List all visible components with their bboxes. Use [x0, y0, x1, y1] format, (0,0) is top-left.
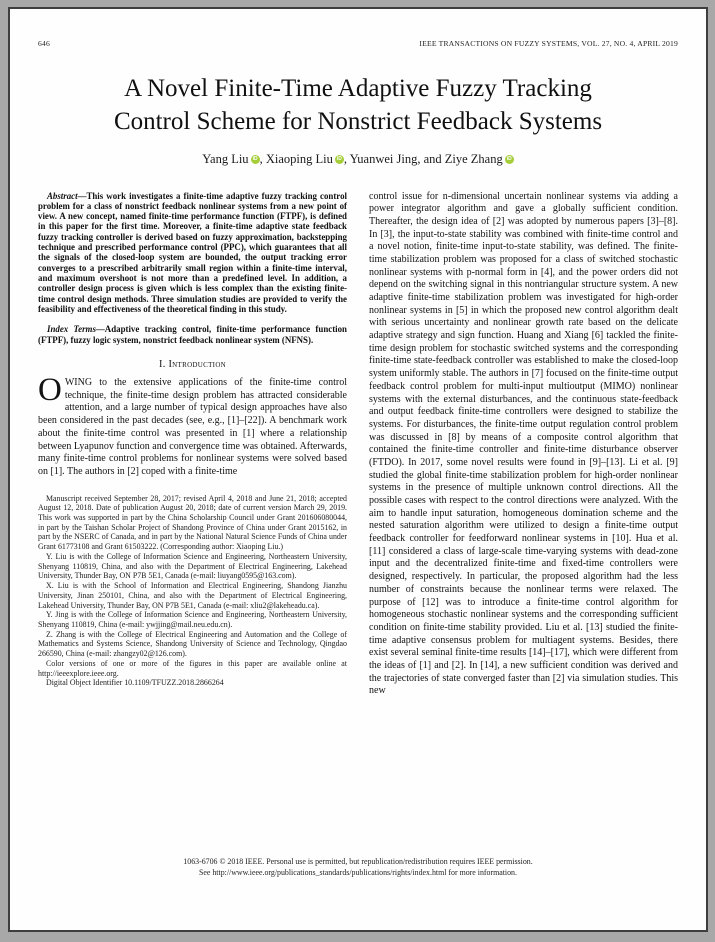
journal-header: IEEE TRANSACTIONS ON FUZZY SYSTEMS, VOL. 27, NO. 4, APRIL 2019: [419, 39, 678, 48]
footnote-affiliation-y-jing: Y. Jing is with the College of Information Science and Engineering, Northeastern University, Shenyang 110819, China (e-mail: ywjjing@mail.neu.edu.cn).: [38, 610, 347, 629]
index-terms-text: Adaptive tracking control, finite-time performance function (FTPF), fuzzy logic system, nonstrict feedback nonlinear system (NFNS).: [38, 324, 347, 345]
introduction-text: WING to the extensive applications of the finite-time control technique, the finite-time design problem has attracted considerable attention, and a large number of typical design approaches have also been considered in the past decades (see, e.g., [1]–[22]). A benchmark work about the finite-time control was presented in [1] where a relationship between Lyapunov function and convergence time was obtained. Afterwards, many finite-time control problems for nonlinear systems were solved based on [1]. The authors in [2] coped with a finite-time: [38, 377, 347, 477]
author-separator: ,: [259, 151, 266, 166]
orcid-icon: iD: [252, 155, 258, 162]
orcid-icon: iD: [336, 155, 342, 162]
footnote-color-versions: Color versions of one or more of the figures in this paper are available online at http://ieeexplore.ieee.org.: [38, 658, 347, 678]
author-name: Xiaoping Liu: [265, 151, 333, 166]
right-column-paragraph: control issue for n-dimensional uncertain nonlinear systems via adding a power integrator algorithm and gave a globally sufficient condition. Thereafter, the design idea of [2] was adopted by numerous papers [3]–[8]. In [3], the input-to-state stability was combined with finite-time control and a novel notion, finite-time input-to-state stability, was defined. The finite-time stabilization problem was proposed for a class of switched stochastic nonlinear systems with p-normal form in [4], and the power orders did not depend on the switching signal in this nontriangular structure system. A new adaptive finite-time stabilization problem was investigated for high-order nonlinear systems in [5] in which the proposed new control algorithm dealt with serious uncertainty and nonlinear growth rate based on the delicate adaptive strategy and sign function. Huang and Xiang [6] tackled the finite-time design problem for stochastic switched systems and the corresponding finite-time state-feedback controller was established to make the closed-loop system uniformly stable. The authors in [7] focused on the finite-time output feedback control problem for multi-input multioutput (MIMO) nonlinear systems with the external disturbances, and the continuous state-feedback and output feedback finite-time controllers were designed to stabilize the systems. For disturbances, the finite-time output regulation control problem was discussed in [8] by means of a composite control algorithm that contained the finite-time controller and finite-time disturbance observer (FTDO). In 2017, some novel results were found in [9]–[13]. Li et al. [9] studied the global finite-time stabilization problem for high-order nonlinear systems in the presence of multiple unknown control directions. All the possible cases with respect to the control directions were analyzed. With the aim to handle input saturation, homogeneous domination scheme and the nested saturation algorithm were utilized to design a finite-time output feedback controller for feedforward nonlinear systems in [10]. Hua et al. [11] considered a class of large-scale time-varying systems with dead-zone input and the decentralized finite-time and fixed-time controllers were designed, respectively. In particular, the proposed algorithm had the less number of constraints because the nonlinear terms were relaxed. The purpose of [12] was to introduce a finite-time control algorithm for homogeneous stochastic nonlinear systems and the corresponding sufficient condition on finite-time stability provided. Liu et al. [13] studied the finite-time adaptive consensus problem for multiagent systems. Besides, there exist several seminal finite-time results [14]–[17], which were different from the ideas of [1] and [2]. In [14], a new sufficient condition was derived and the trajectories of state converged faster than [2] via simulation studies. This new: [369, 190, 678, 697]
paper-page: [8, 7, 708, 932]
footnote-manuscript-history: Manuscript received September 28, 2017; revised April 4, 2018 and June 21, 2018; accepted August 12, 2018. Date of publication August 20, 2018; date of current version March 29, 2019. This work was supported in part by the China Scholarship Council under Grant 201606080044, in part by the Taishan Scholar Project of Shandong Province of China under Grant 2015162, in part by the NSERC of Canada, and in part by the National Natural Science Funds of China under Grant 61773108 and Grant 61503222. (Corresponding author: Xiaoping Liu.): [38, 493, 347, 552]
author-separator: ,: [343, 151, 350, 166]
first-page-footnotes: [38, 494, 347, 688]
footnote-doi: Digital Object Identifier 10.1109/TFUZZ.2018.2866264: [46, 678, 224, 688]
author-name: Yuanwei Jing: [349, 151, 418, 166]
footnote-affiliation-z-zhang: Z. Zhang is with the College of Electrical Engineering and Automation and the College of Mathematics and Systems Science, Shandong University of Science and Technology, Qingdao 266590, China (e-mail: zhangzy02@126.com).: [38, 629, 347, 659]
running-head: [38, 39, 678, 48]
introduction-paragraph: [38, 372, 347, 479]
right-column: [369, 191, 678, 699]
section-heading-introduction: I. Introduction: [158, 359, 227, 371]
paper-title: A Novel Finite-Time Adaptive Fuzzy Tracking Control Scheme for Nonstrict Feedback Systems: [113, 75, 603, 136]
abstract-paragraph: [38, 191, 347, 315]
drop-cap: O: [38, 372, 62, 409]
author-separator: , and: [417, 151, 445, 166]
author-name: Yang Liu: [202, 151, 249, 166]
abstract-label: Abstract—: [47, 190, 87, 201]
index-terms-label: Index Terms—: [47, 324, 105, 335]
author-line: [38, 152, 678, 167]
permissions-line: See http://www.ieee.org/publications_standards/publications/rights/index.html for more information.: [199, 867, 517, 877]
left-column: [38, 191, 347, 699]
orcid-icon: iD: [506, 155, 512, 162]
two-column-body: [38, 191, 678, 699]
index-terms-paragraph: [38, 324, 347, 345]
abstract-text: This work investigates a finite-time adaptive fuzzy tracking control problem for a class of nonstrict feedback nonlinear systems from a new point of view. A new concept, named finite-time performance function (FTPF), is defined in this paper for the first time. Moreover, a finite-time adaptive state feedback fuzzy tracking controller is derived based on fuzzy approximation, backstepping technique and prescribed performance control (PPC), which guarantees that all the signals of the closed-loop system are bounded, the output tracking error converges to a prescribed arbitrarily small region within a finite-time interval, and maximum overshoot is not more than a predefined level. In addition, a controller design process is given which is less complex than the existing finite-time control design methods. Three simulation studies are provided to verify the feasibility and effectiveness of the theoretical finding in this study.: [38, 190, 347, 315]
author-name: Ziye Zhang: [444, 151, 503, 166]
copyright-line: 1063-6706 © 2018 IEEE. Personal use is permitted, but republication/redistribution requires IEEE permission.: [183, 857, 533, 867]
footnote-affiliation-x-liu: X. Liu is with the School of Information and Electrical Engineering, Shandong Jianzhu University, Jinan 250101, China, and also with the Department of Electrical Engineering, Lakehead University, Thunder Bay, ON P7B 5E1, Canada (e-mail: xliu2@lakeheadu.ca).: [38, 581, 347, 610]
footnote-affiliation-y-liu: Y. Liu is with the College of Information Science and Engineering, Northeastern University, Shenyang 110819, China, and also with the Department of Electrical Engineering, Lakehead University, Thunder Bay, ON P7B 5E1, Canada (e-mail: liuyang0595@163.com).: [38, 551, 347, 581]
page-number: 646: [38, 39, 50, 48]
copyright-footer: [10, 857, 706, 878]
